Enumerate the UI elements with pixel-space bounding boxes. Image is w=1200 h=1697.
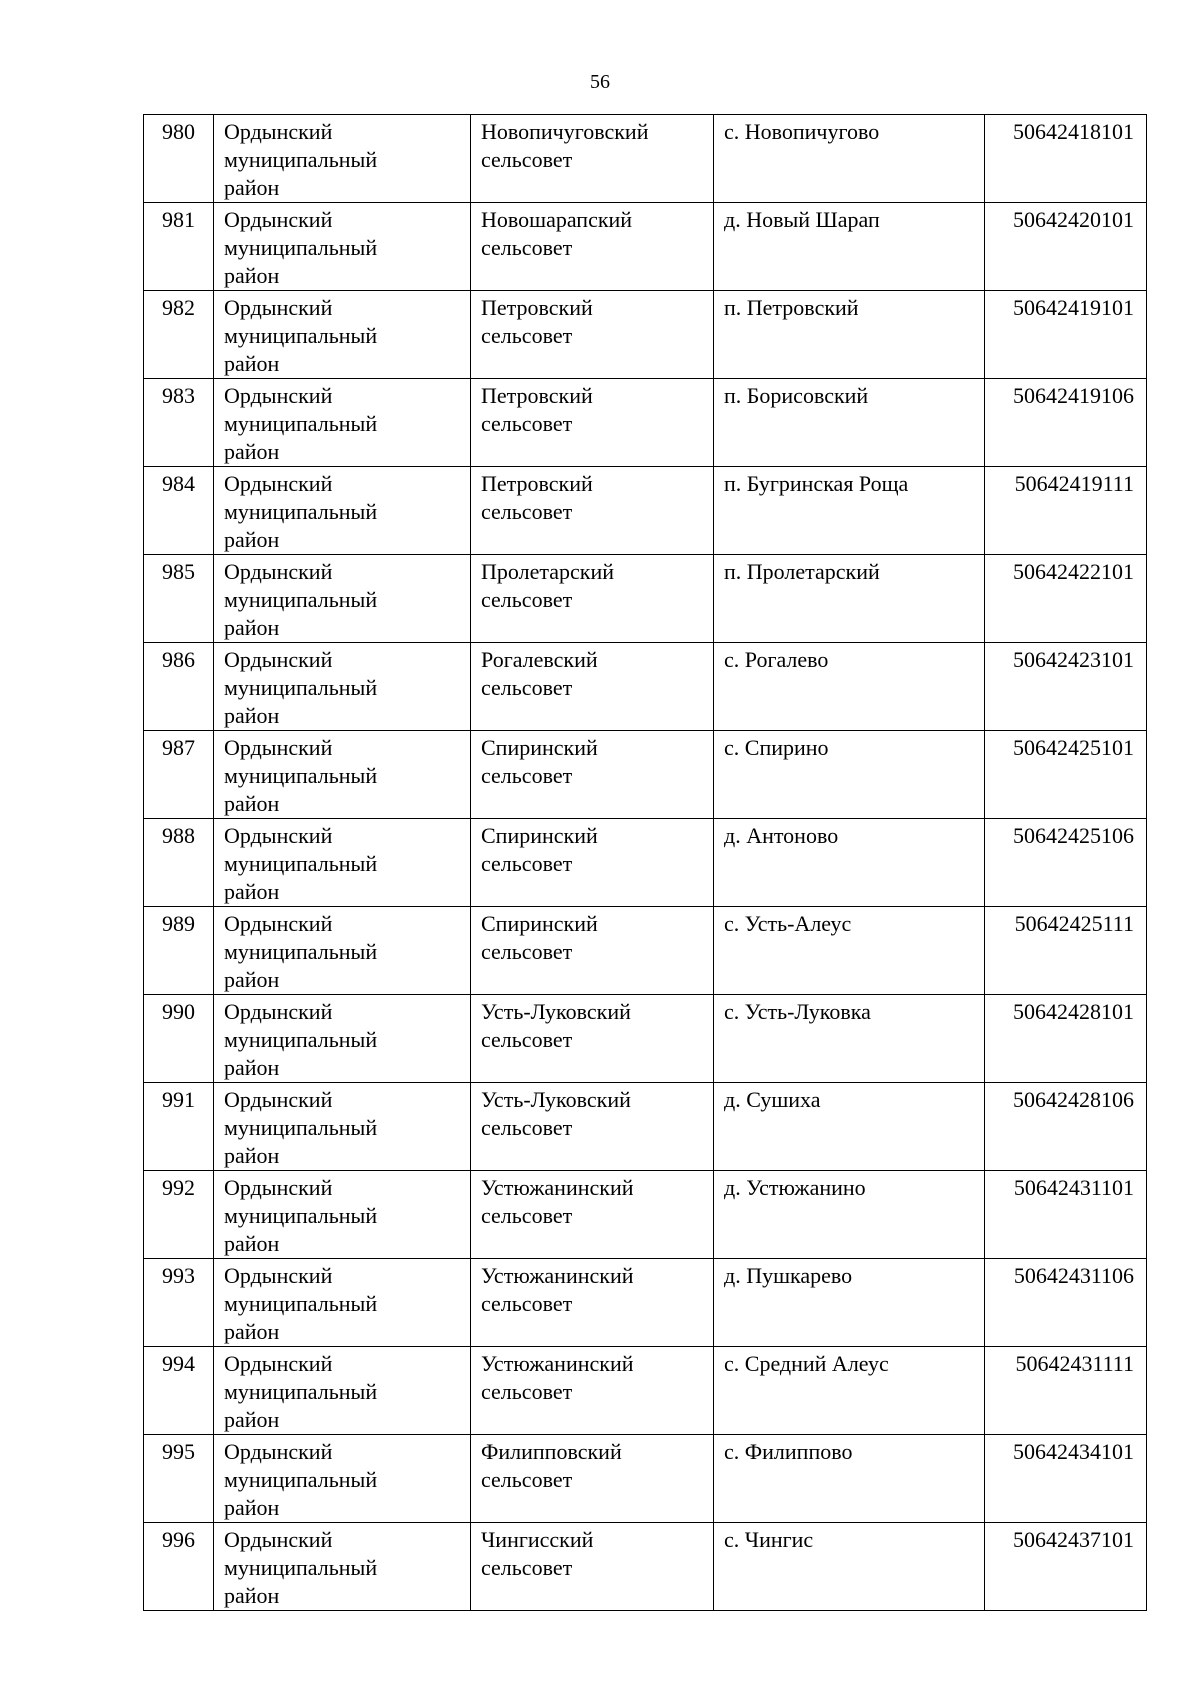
row-number-cell — [144, 731, 214, 819]
oktmo-code-cell-text: 50642419106 — [1013, 383, 1134, 408]
row-number-cell — [144, 907, 214, 995]
council-cell — [471, 555, 714, 643]
row-number-cell — [144, 467, 214, 555]
council-cell — [471, 731, 714, 819]
district-cell-text: муниципальный — [224, 235, 378, 260]
district-cell-text: район — [224, 1055, 280, 1080]
settlement-cell — [714, 1083, 985, 1171]
oktmo-code-cell-text: 50642419111 — [1014, 471, 1134, 496]
district-cell — [214, 995, 471, 1083]
district-cell-text: Ордынский — [224, 735, 333, 760]
row-number-cell-text: 984 — [162, 471, 195, 496]
row-number-cell-text: 990 — [162, 999, 195, 1024]
settlement-cell-text: с. Чингис — [724, 1527, 814, 1552]
council-cell — [471, 115, 714, 203]
table-row — [144, 1259, 1147, 1347]
oktmo-code-cell-text: 50642431111 — [1015, 1351, 1134, 1376]
district-cell-text: муниципальный — [224, 939, 378, 964]
row-number-cell — [144, 1347, 214, 1435]
row-number-cell-text: 991 — [162, 1087, 195, 1112]
settlement-cell-text: с. Филиппово — [724, 1439, 853, 1464]
table-row — [144, 115, 1147, 203]
district-cell-text: муниципальный — [224, 1467, 378, 1492]
settlement-cell-text: п. Пролетарский — [724, 559, 880, 584]
row-number-cell — [144, 1435, 214, 1523]
district-cell — [214, 907, 471, 995]
district-cell-text: Ордынский — [224, 1439, 333, 1464]
settlement-cell — [714, 291, 985, 379]
settlement-cell — [714, 467, 985, 555]
row-number-cell — [144, 643, 214, 731]
council-cell-text: сельсовет — [481, 1379, 573, 1404]
district-cell — [214, 1435, 471, 1523]
district-cell-text: муниципальный — [224, 1291, 378, 1316]
table-row — [144, 203, 1147, 291]
oktmo-code-cell-text: 50642425106 — [1013, 823, 1134, 848]
oktmo-code-cell — [985, 907, 1147, 995]
row-number-cell-text: 982 — [162, 295, 195, 320]
council-cell-text: сельсовет — [481, 1467, 573, 1492]
district-cell-text: район — [224, 1407, 280, 1432]
council-cell-text: сельсовет — [481, 1203, 573, 1228]
row-number-cell-text: 992 — [162, 1175, 195, 1200]
oktmo-code-cell-text: 50642422101 — [1013, 559, 1134, 584]
oktmo-code-cell — [985, 1347, 1147, 1435]
settlement-cell — [714, 643, 985, 731]
district-cell-text: район — [224, 1495, 280, 1520]
district-cell — [214, 291, 471, 379]
row-number-cell-text: 993 — [162, 1263, 195, 1288]
row-number-cell-text: 985 — [162, 559, 195, 584]
district-cell-text: Ордынский — [224, 1351, 333, 1376]
settlement-cell-text: с. Средний Алеус — [724, 1351, 889, 1376]
district-cell-text: Ордынский — [224, 471, 333, 496]
council-cell-text: сельсовет — [481, 587, 573, 612]
council-cell — [471, 291, 714, 379]
oktmo-code-cell — [985, 643, 1147, 731]
district-cell — [214, 203, 471, 291]
district-cell-text: муниципальный — [224, 587, 378, 612]
oktmo-code-cell-text: 50642428106 — [1013, 1087, 1134, 1112]
settlement-cell-text: д. Сушиха — [724, 1087, 821, 1112]
district-cell-text: Ордынский — [224, 1175, 333, 1200]
settlement-cell-text: п. Петровский — [724, 295, 859, 320]
settlement-cell-text: д. Новый Шарап — [724, 207, 880, 232]
council-cell-text: сельсовет — [481, 851, 573, 876]
row-number-cell — [144, 1171, 214, 1259]
oktmo-code-cell-text: 50642431106 — [1013, 1263, 1134, 1288]
oktmo-code-cell-text: 50642425101 — [1013, 735, 1134, 760]
council-cell-text: сельсовет — [481, 411, 573, 436]
district-cell-text: район — [224, 263, 280, 288]
district-cell-text: Ордынский — [224, 911, 333, 936]
oktmo-code-cell-text: 50642423101 — [1013, 647, 1134, 672]
row-number-cell-text: 986 — [162, 647, 195, 672]
district-cell — [214, 1259, 471, 1347]
table-row — [144, 1083, 1147, 1171]
oktmo-code-cell-text: 50642425111 — [1014, 911, 1134, 936]
table-row — [144, 379, 1147, 467]
oktmo-code-cell — [985, 203, 1147, 291]
table-row — [144, 907, 1147, 995]
row-number-cell — [144, 1083, 214, 1171]
district-cell-text: муниципальный — [224, 851, 378, 876]
council-cell-text: Чингисский — [481, 1527, 594, 1552]
district-cell — [214, 115, 471, 203]
council-cell — [471, 1523, 714, 1611]
district-cell-text: Ордынский — [224, 119, 333, 144]
council-cell — [471, 1083, 714, 1171]
district-cell-text: Ордынский — [224, 1527, 333, 1552]
table-row — [144, 819, 1147, 907]
oktmo-code-cell-text: 50642428101 — [1013, 999, 1134, 1024]
oktmo-code-cell-text: 50642437101 — [1013, 1527, 1134, 1552]
district-cell-text: район — [224, 615, 280, 640]
oktmo-code-cell — [985, 555, 1147, 643]
council-cell-text: Усть-Луковский — [481, 999, 631, 1024]
district-cell-text: район — [224, 703, 280, 728]
council-cell — [471, 203, 714, 291]
council-cell — [471, 1259, 714, 1347]
district-cell — [214, 731, 471, 819]
settlement-cell — [714, 1523, 985, 1611]
settlement-cell-text: п. Борисовский — [724, 383, 869, 408]
district-cell-text: муниципальный — [224, 675, 378, 700]
settlement-cell-text: с. Усть-Луковка — [724, 999, 871, 1024]
council-cell-text: Петровский — [481, 295, 593, 320]
settlement-cell-text: с. Новопичугово — [724, 119, 880, 144]
row-number-cell — [144, 115, 214, 203]
page-number: 56 — [590, 71, 610, 93]
district-cell-text: муниципальный — [224, 147, 378, 172]
table-row — [144, 1347, 1147, 1435]
council-cell — [471, 379, 714, 467]
council-cell-text: Филипповский — [481, 1439, 622, 1464]
district-cell-text: район — [224, 175, 280, 200]
council-cell — [471, 467, 714, 555]
district-cell-text: район — [224, 1319, 280, 1344]
district-cell — [214, 379, 471, 467]
table-row — [144, 1171, 1147, 1259]
oktmo-code-cell — [985, 1259, 1147, 1347]
council-cell — [471, 819, 714, 907]
settlement-cell — [714, 907, 985, 995]
oktmo-code-cell-text: 50642418101 — [1013, 119, 1134, 144]
district-cell-text: район — [224, 1231, 280, 1256]
oktmo-code-cell-text: 50642419101 — [1013, 295, 1134, 320]
settlements-table-body — [144, 115, 1147, 1611]
row-number-cell-text: 989 — [162, 911, 195, 936]
settlement-cell-text: с. Усть-Алеус — [724, 911, 852, 936]
district-cell-text: район — [224, 527, 280, 552]
district-cell — [214, 1347, 471, 1435]
council-cell-text: Пролетарский — [481, 559, 614, 584]
row-number-cell — [144, 1523, 214, 1611]
district-cell-text: Ордынский — [224, 207, 333, 232]
table-row — [144, 467, 1147, 555]
table-row — [144, 1523, 1147, 1611]
district-cell-text: район — [224, 439, 280, 464]
district-cell-text: муниципальный — [224, 1027, 378, 1052]
district-cell — [214, 1523, 471, 1611]
settlement-cell — [714, 555, 985, 643]
oktmo-code-cell-text: 50642420101 — [1013, 207, 1134, 232]
oktmo-code-cell — [985, 115, 1147, 203]
table-row — [144, 1435, 1147, 1523]
council-cell-text: Петровский — [481, 471, 593, 496]
row-number-cell-text: 988 — [162, 823, 195, 848]
district-cell — [214, 1083, 471, 1171]
council-cell — [471, 643, 714, 731]
council-cell-text: Спиринский — [481, 823, 598, 848]
district-cell-text: муниципальный — [224, 1203, 378, 1228]
settlement-cell — [714, 731, 985, 819]
row-number-cell-text: 994 — [162, 1351, 195, 1376]
row-number-cell — [144, 995, 214, 1083]
settlement-cell-text: п. Бугринская Роща — [724, 471, 909, 496]
council-cell-text: сельсовет — [481, 1291, 573, 1316]
council-cell-text: сельсовет — [481, 323, 573, 348]
district-cell-text: район — [224, 351, 280, 376]
settlement-cell-text: д. Пушкарево — [724, 1263, 853, 1288]
council-cell-text: сельсовет — [481, 147, 573, 172]
district-cell-text: район — [224, 1583, 280, 1608]
district-cell — [214, 819, 471, 907]
row-number-cell — [144, 555, 214, 643]
council-cell — [471, 907, 714, 995]
settlement-cell — [714, 1435, 985, 1523]
council-cell-text: Петровский — [481, 383, 593, 408]
district-cell-text: район — [224, 791, 280, 816]
row-number-cell-text: 983 — [162, 383, 195, 408]
district-cell-text: Ордынский — [224, 383, 333, 408]
district-cell-text: муниципальный — [224, 411, 378, 436]
oktmo-code-cell — [985, 1083, 1147, 1171]
row-number-cell-text: 981 — [162, 207, 195, 232]
district-cell-text: Ордынский — [224, 823, 333, 848]
council-cell-text: сельсовет — [481, 235, 573, 260]
district-cell-text: муниципальный — [224, 1115, 378, 1140]
row-number-cell — [144, 379, 214, 467]
council-cell — [471, 995, 714, 1083]
district-cell-text: Ордынский — [224, 295, 333, 320]
oktmo-code-cell — [985, 1523, 1147, 1611]
district-cell-text: район — [224, 1143, 280, 1168]
district-cell-text: муниципальный — [224, 323, 378, 348]
district-cell-text: муниципальный — [224, 1379, 378, 1404]
settlement-cell — [714, 1347, 985, 1435]
council-cell-text: сельсовет — [481, 675, 573, 700]
settlement-cell — [714, 203, 985, 291]
council-cell-text: Новошарапский — [481, 207, 633, 232]
council-cell-text: Усть-Луковский — [481, 1087, 631, 1112]
district-cell-text: Ордынский — [224, 999, 333, 1024]
settlement-cell-text: д. Устюжанино — [724, 1175, 866, 1200]
council-cell-text: Спиринский — [481, 735, 598, 760]
settlements-table — [143, 114, 1147, 1611]
settlement-cell — [714, 1171, 985, 1259]
row-number-cell — [144, 291, 214, 379]
oktmo-code-cell — [985, 1171, 1147, 1259]
council-cell-text: сельсовет — [481, 1115, 573, 1140]
district-cell-text: Ордынский — [224, 559, 333, 584]
table-row — [144, 995, 1147, 1083]
settlement-cell — [714, 819, 985, 907]
district-cell — [214, 643, 471, 731]
council-cell-text: сельсовет — [481, 1027, 573, 1052]
council-cell-text: Рогалевский — [481, 647, 598, 672]
council-cell-text: сельсовет — [481, 499, 573, 524]
settlement-cell — [714, 115, 985, 203]
district-cell — [214, 555, 471, 643]
council-cell-text: Устюжанинский — [481, 1263, 634, 1288]
district-cell-text: район — [224, 967, 280, 992]
settlement-cell-text: с. Спирино — [724, 735, 829, 760]
district-cell-text: Ордынский — [224, 1263, 333, 1288]
table-row — [144, 555, 1147, 643]
row-number-cell-text: 980 — [162, 119, 195, 144]
council-cell-text: Новопичуговский — [481, 119, 649, 144]
district-cell-text: муниципальный — [224, 763, 378, 788]
oktmo-code-cell-text: 50642431101 — [1013, 1175, 1134, 1200]
oktmo-code-cell — [985, 819, 1147, 907]
district-cell-text: район — [224, 879, 280, 904]
row-number-cell-text: 987 — [162, 735, 195, 760]
council-cell-text: Устюжанинский — [481, 1351, 634, 1376]
district-cell — [214, 1171, 471, 1259]
oktmo-code-cell-text: 50642434101 — [1013, 1439, 1134, 1464]
settlement-cell — [714, 1259, 985, 1347]
row-number-cell-text: 995 — [162, 1439, 195, 1464]
council-cell-text: сельсовет — [481, 939, 573, 964]
council-cell — [471, 1435, 714, 1523]
table-row — [144, 731, 1147, 819]
district-cell — [214, 467, 471, 555]
oktmo-code-cell — [985, 379, 1147, 467]
district-cell-text: Ордынский — [224, 647, 333, 672]
table-row — [144, 291, 1147, 379]
council-cell — [471, 1347, 714, 1435]
table-row — [144, 643, 1147, 731]
council-cell-text: сельсовет — [481, 763, 573, 788]
row-number-cell — [144, 203, 214, 291]
row-number-cell-text: 996 — [162, 1527, 195, 1552]
council-cell — [471, 1171, 714, 1259]
district-cell-text: муниципальный — [224, 1555, 378, 1580]
row-number-cell — [144, 819, 214, 907]
council-cell-text: сельсовет — [481, 1555, 573, 1580]
oktmo-code-cell — [985, 1435, 1147, 1523]
settlement-cell-text: д. Антоново — [724, 823, 839, 848]
settlement-cell — [714, 995, 985, 1083]
district-cell-text: муниципальный — [224, 499, 378, 524]
oktmo-code-cell — [985, 731, 1147, 819]
settlement-cell — [714, 379, 985, 467]
row-number-cell — [144, 1259, 214, 1347]
oktmo-code-cell — [985, 291, 1147, 379]
council-cell-text: Устюжанинский — [481, 1175, 634, 1200]
council-cell-text: Спиринский — [481, 911, 598, 936]
settlement-cell-text: с. Рогалево — [724, 647, 829, 672]
district-cell-text: Ордынский — [224, 1087, 333, 1112]
oktmo-code-cell — [985, 995, 1147, 1083]
oktmo-code-cell — [985, 467, 1147, 555]
